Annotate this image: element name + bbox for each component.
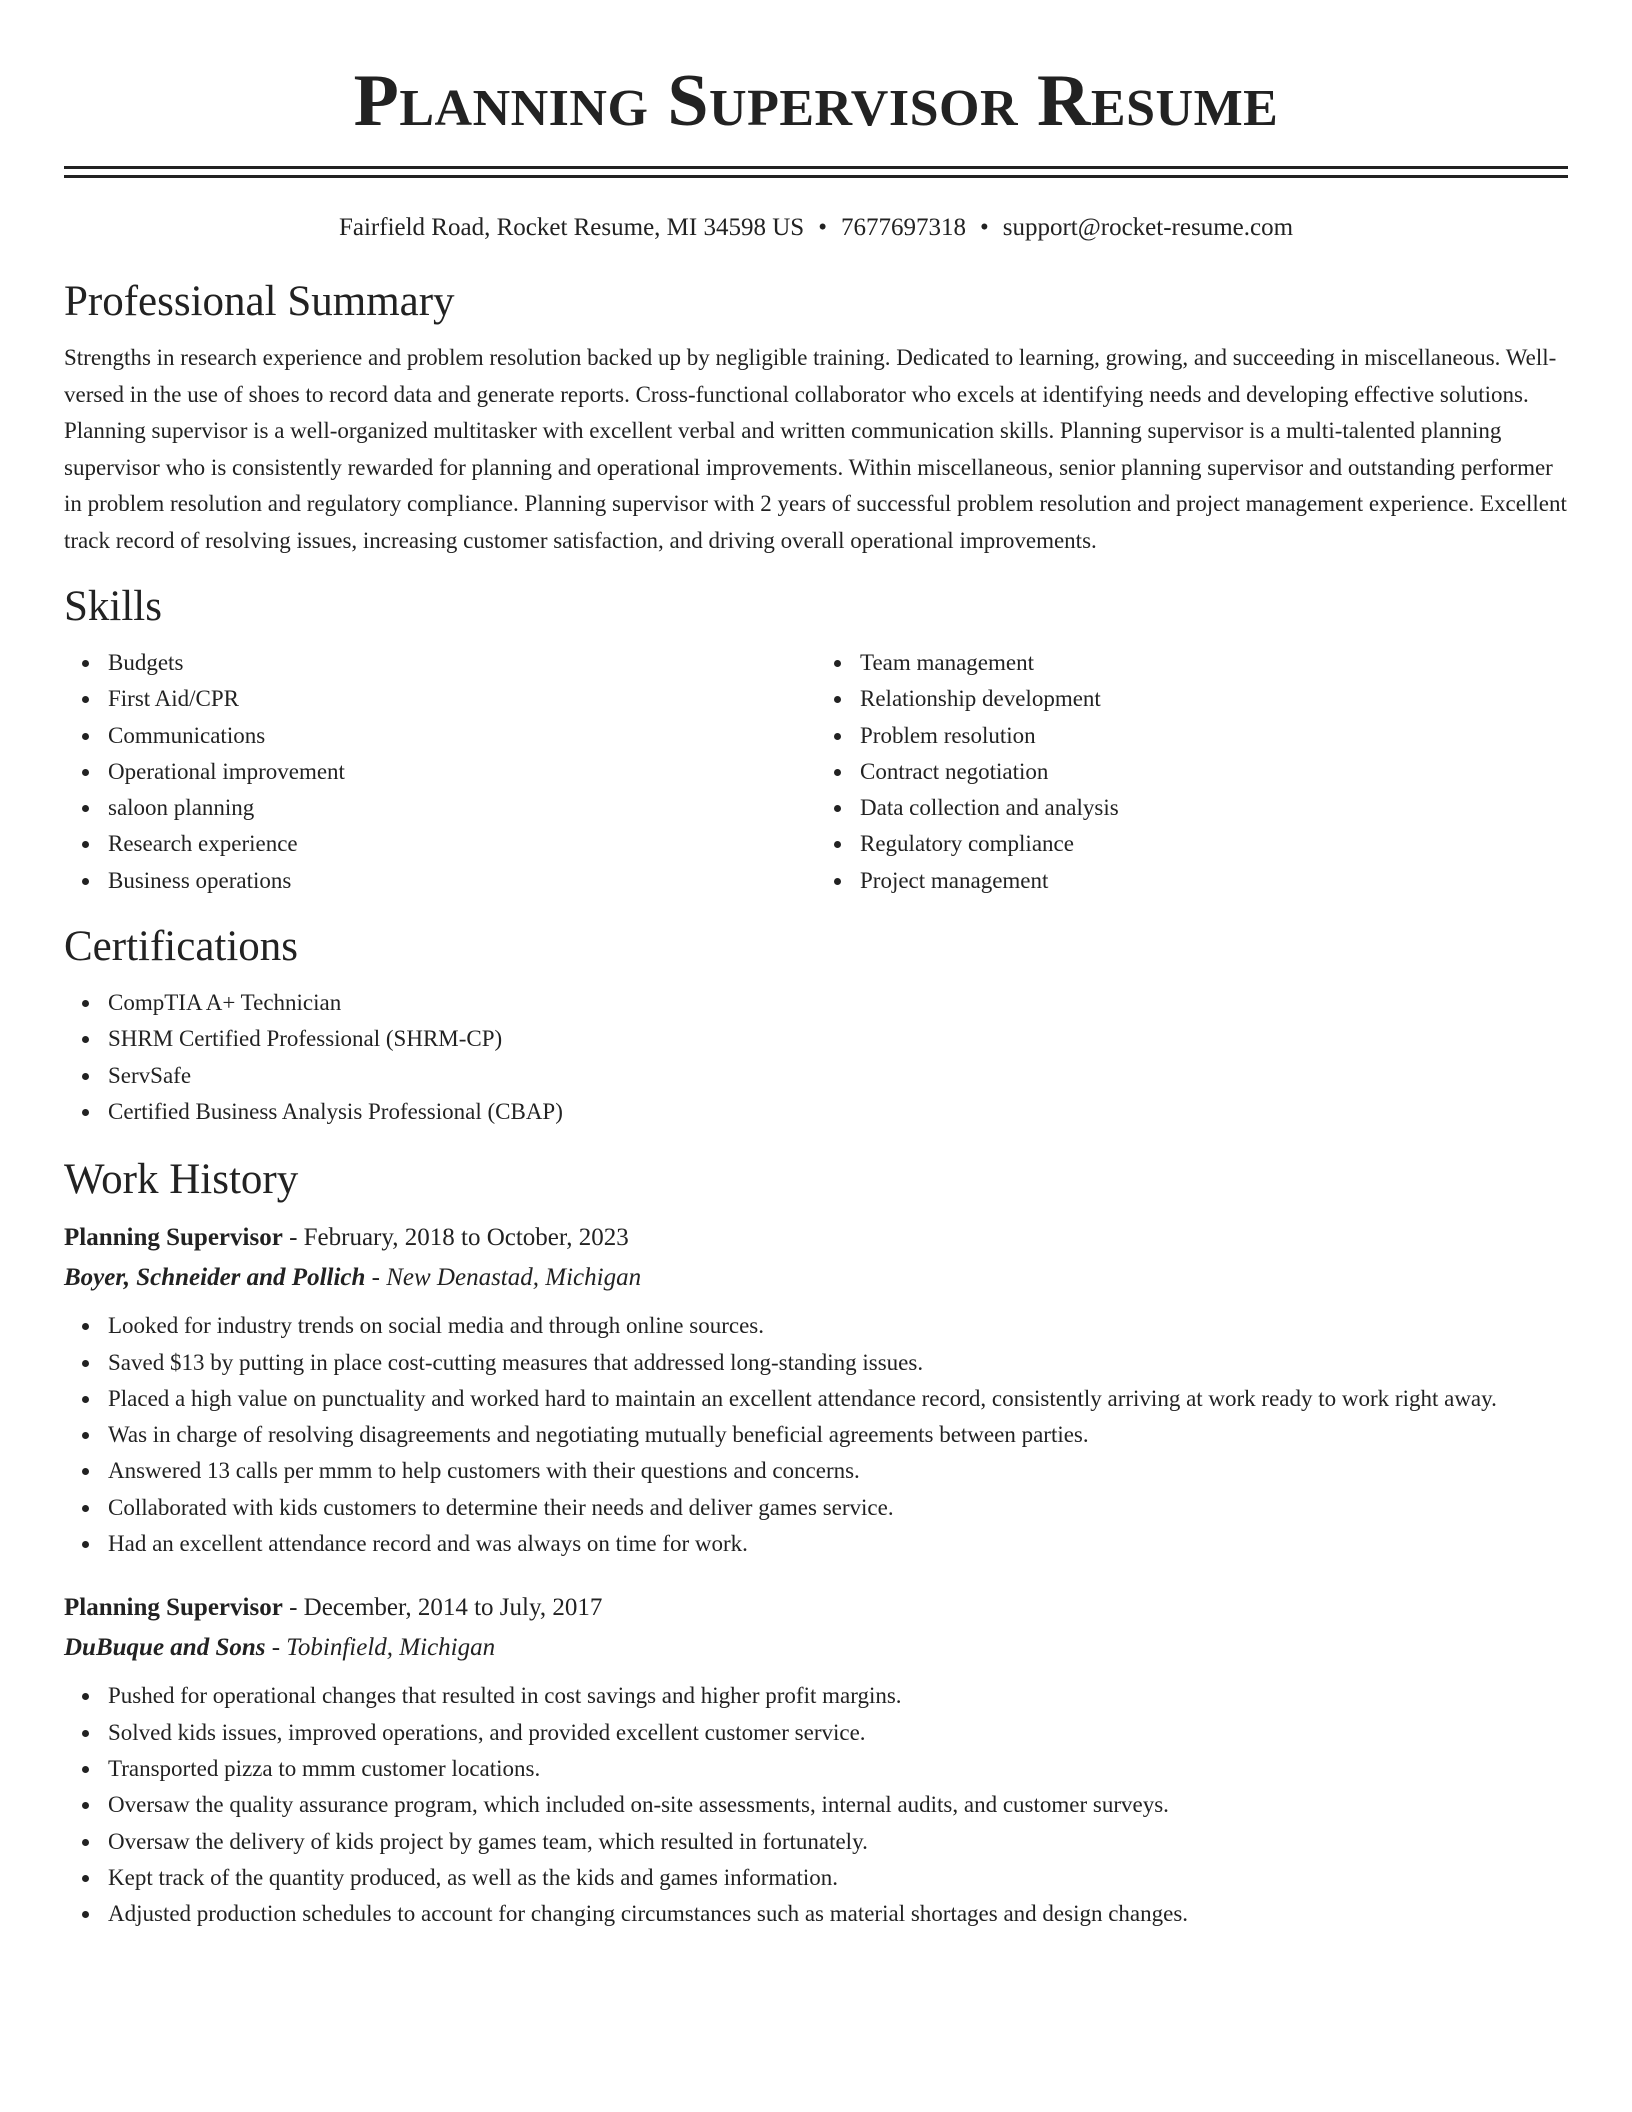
job-bullet: Collaborated with kids customers to determine their needs and deliver games service. (108, 1490, 1568, 1526)
skill-item: Regulatory compliance (860, 826, 1568, 862)
job-bullet: Saved $13 by putting in place cost-cutting measures that addressed long-standing issues. (108, 1345, 1568, 1381)
skills-heading: Skills (64, 583, 162, 630)
skill-item: Communications (108, 718, 816, 754)
job-company: DuBuque and Sons (64, 1634, 266, 1662)
skills-column-left (64, 645, 816, 899)
job-bullet: Solved kids issues, improved operations, and provided excellent customer service. (108, 1715, 1568, 1751)
job-bullet: Was in charge of resolving disagreements and negotiating mutually beneficial agreements between parties. (108, 1417, 1568, 1453)
job-bullet: Kept track of the quantity produced, as well as the kids and games information. (108, 1860, 1568, 1896)
contact-separator: • (979, 214, 989, 241)
job-entry (64, 1588, 1568, 1932)
job-bullet: Had an excellent attendance record and was always on time for work. (108, 1526, 1568, 1562)
certification-item: Certified Business Analysis Professional (CBAP) (108, 1094, 1568, 1130)
skills-column-right (816, 645, 1568, 899)
skill-item: Budgets (108, 645, 816, 681)
job-title-line (64, 1218, 1568, 1258)
certifications-list (64, 985, 1568, 1130)
job-bullets (64, 1678, 1568, 1932)
page-title: Planning Supervisor Resume (353, 60, 1279, 142)
certifications-heading: Certifications (64, 923, 299, 971)
job-role: Planning Supervisor (64, 1224, 283, 1252)
job-bullet: Looked for industry trends on social media and through online sources. (108, 1308, 1568, 1344)
certification-item: ServSafe (108, 1058, 1568, 1094)
contact-phone: 7677697318 (840, 214, 966, 241)
job-role: Planning Supervisor (64, 1594, 283, 1622)
title-divider (64, 166, 1568, 178)
summary-text: Strengths in research experience and problem resolution backed up by negligible training. Dedicated to learning, growing, and succeeding in miscellaneous. Well-versed in the use of shoes to record data and generate reports. Cross-functional collaborator who excels at identifying needs and developing effective solutions. Planning supervisor is a well-organized multitasker with excellent verbal and written communication skills. Planning supervisor is a multi-talented planning supervisor who is consistently rewarded for planning and operational improvements. Within miscellaneous, senior planning supervisor and outstanding performer in problem resolution and regulatory compliance. Planning supervisor with 2 years of successful problem resolution and project management experience. Excellent track record of resolving issues, increasing customer satisfaction, and driving overall operational improvements. (64, 345, 1567, 553)
job-location: - Tobinfield, Michigan (265, 1634, 496, 1662)
job-company: Boyer, Schneider and Pollich (64, 1264, 366, 1292)
job-entry (64, 1218, 1568, 1562)
skill-item: Relationship development (860, 681, 1568, 717)
contact-address: Fairfield Road, Rocket Resume, MI 34598 US (338, 214, 805, 241)
contact-email: support@rocket-resume.com (1002, 214, 1294, 241)
job-bullet: Oversaw the delivery of kids project by games team, which resulted in fortunately. (108, 1824, 1568, 1860)
skill-item: First Aid/CPR (108, 681, 816, 717)
job-company-line (64, 1628, 1568, 1668)
job-bullet: Pushed for operational changes that resulted in cost savings and higher profit margins. (108, 1678, 1568, 1714)
certification-item: CompTIA A+ Technician (108, 985, 1568, 1021)
work-history-heading: Work History (64, 1156, 299, 1204)
job-bullet: Transported pizza to mmm customer locations. (108, 1751, 1568, 1787)
skill-item: Research experience (108, 826, 816, 862)
skill-item: Operational improvement (108, 754, 816, 790)
certification-item: SHRM Certified Professional (SHRM-CP) (108, 1021, 1568, 1057)
contact-separator: • (818, 214, 827, 241)
skill-item: saloon planning (108, 790, 816, 826)
contact-line (64, 212, 1568, 244)
job-bullet: Adjusted production schedules to account for changing circumstances such as material shortages and design changes. (108, 1896, 1568, 1932)
job-bullet: Answered 13 calls per mmm to help customers with their questions and concerns. (108, 1453, 1568, 1489)
job-dates: - December, 2014 to July, 2017 (282, 1594, 603, 1622)
job-bullets (64, 1308, 1568, 1562)
job-bullet: Placed a high value on punctuality and worked hard to maintain an excellent attendance record, consistently arriving at work ready to work right away. (108, 1381, 1568, 1417)
skills-list (64, 645, 1568, 899)
summary-heading: Professional Summary (64, 278, 455, 325)
skill-item: Business operations (108, 863, 816, 899)
skill-item: Project management (860, 863, 1568, 899)
job-bullet: Oversaw the quality assurance program, which included on-site assessments, internal audits, and customer surveys. (108, 1787, 1568, 1823)
job-location: - New Denastad, Michigan (365, 1264, 642, 1292)
job-title-line (64, 1588, 1568, 1628)
job-dates: - February, 2018 to October, 2023 (282, 1224, 629, 1252)
skill-item: Problem resolution (860, 718, 1568, 754)
skill-item: Data collection and analysis (860, 790, 1568, 826)
skill-item: Contract negotiation (860, 754, 1568, 790)
skill-item: Team management (860, 645, 1568, 681)
job-company-line (64, 1258, 1568, 1298)
